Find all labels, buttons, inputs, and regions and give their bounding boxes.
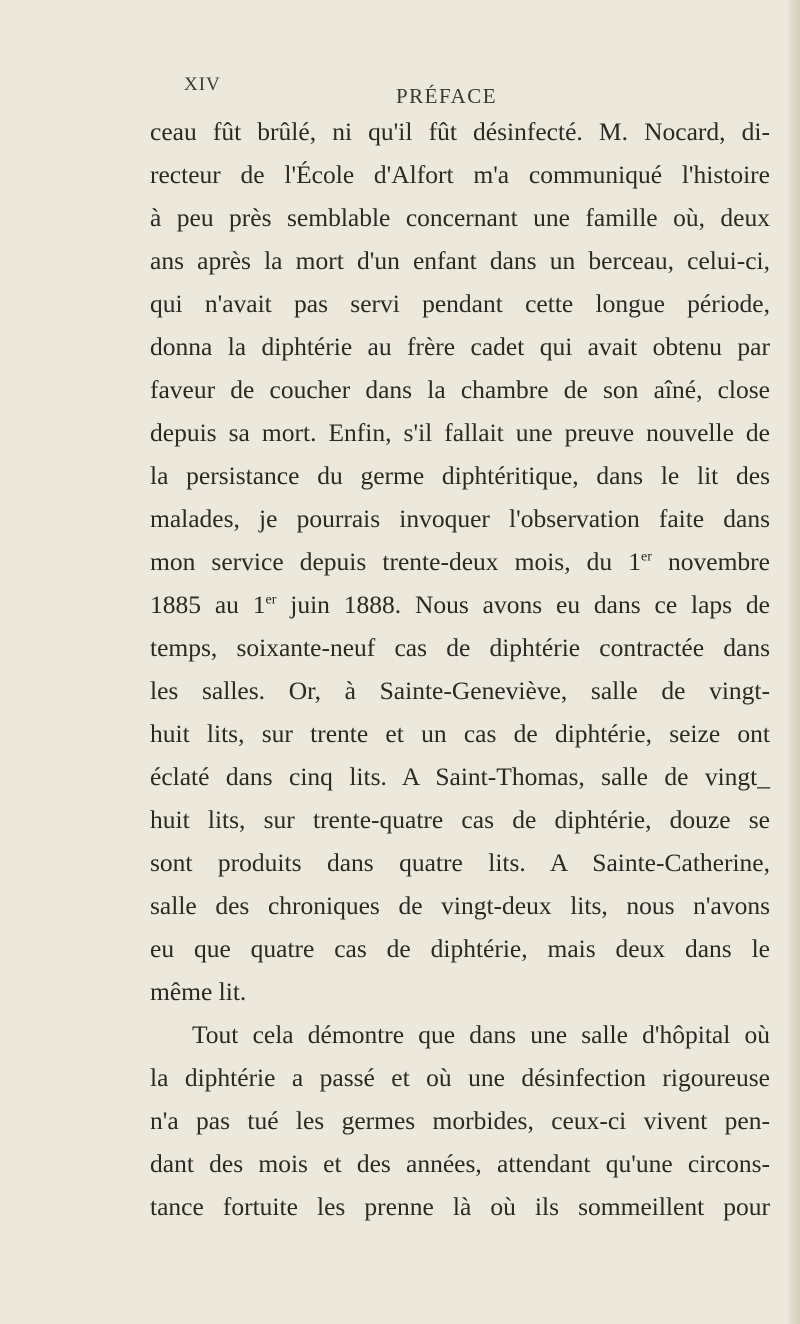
text-line: temps, soixante-neuf cas de diphtérie contractée dans [150,633,770,662]
text-span: juin 1888. Nous avons eu dans ce laps de [276,590,770,619]
text-line: depuis sa mort. Enfin, s'il fallait une preuve nouvelle de [150,418,770,447]
text-line: huit lits, sur trente et un cas de diphtérie, seize ont [150,719,770,748]
text-line: éclaté dans cinq lits. A Saint-Thomas, salle de vingt_ [150,762,770,791]
text-line [150,589,770,621]
text-line: donna la diphtérie au frère cadet qui avait obtenu par [150,332,770,361]
text-line: eu que quatre cas de diphtérie, mais deux dans le [150,934,770,963]
text-line: recteur de l'École d'Alfort m'a communiqué l'histoire [150,160,770,189]
text-line: ans après la mort d'un enfant dans un berceau, celui-ci, [150,246,770,275]
running-head: PRÉFACE [396,84,498,108]
text-span: mon service depuis trente-deux mois, du 1 [150,547,642,576]
text-line: sont produits dans quatre lits. A Sainte-Catherine, [150,848,770,877]
text-line: la diphtérie a passé et où une désinfection rigoureuse [150,1063,770,1092]
page-edge [788,0,800,1324]
superscript: er [265,592,277,608]
text-span: novembre [651,547,770,576]
text-line: huit lits, sur trente-quatre cas de diphtérie, douze se [150,805,770,834]
text-line: n'a pas tué les germes morbides, ceux-ci vivent pen- [150,1106,770,1135]
text-span: 1885 au 1 [150,590,266,619]
text-line [150,546,770,578]
text-line: Tout cela démontre que dans une salle d'hôpital où [192,1020,770,1049]
text-line: ceau fût brûlé, ni qu'il fût désinfecté. M. Nocard, di- [150,117,770,146]
text-line: tance fortuite les prenne là où ils sommeillent pour [150,1192,770,1221]
text-line: dant des mois et des années, attendant qu'une circons- [150,1149,770,1178]
text-line: qui n'avait pas servi pendant cette longue période, [150,289,770,318]
text-line: malades, je pourrais invoquer l'observation faite dans [150,504,770,533]
text-line: salle des chroniques de vingt-deux lits, nous n'avons [150,891,770,920]
text-line: la persistance du germe diphtéritique, dans le lit des [150,461,770,490]
text-line: à peu près semblable concernant une famille où, deux [150,203,770,232]
text-line: même lit. [150,977,247,1006]
text-line: faveur de coucher dans la chambre de son aîné, close [150,375,770,404]
page-number: XIV [184,74,221,95]
superscript: er [641,549,652,565]
text-line: les salles. Or, à Sainte-Geneviève, salle de vingt- [150,676,770,705]
